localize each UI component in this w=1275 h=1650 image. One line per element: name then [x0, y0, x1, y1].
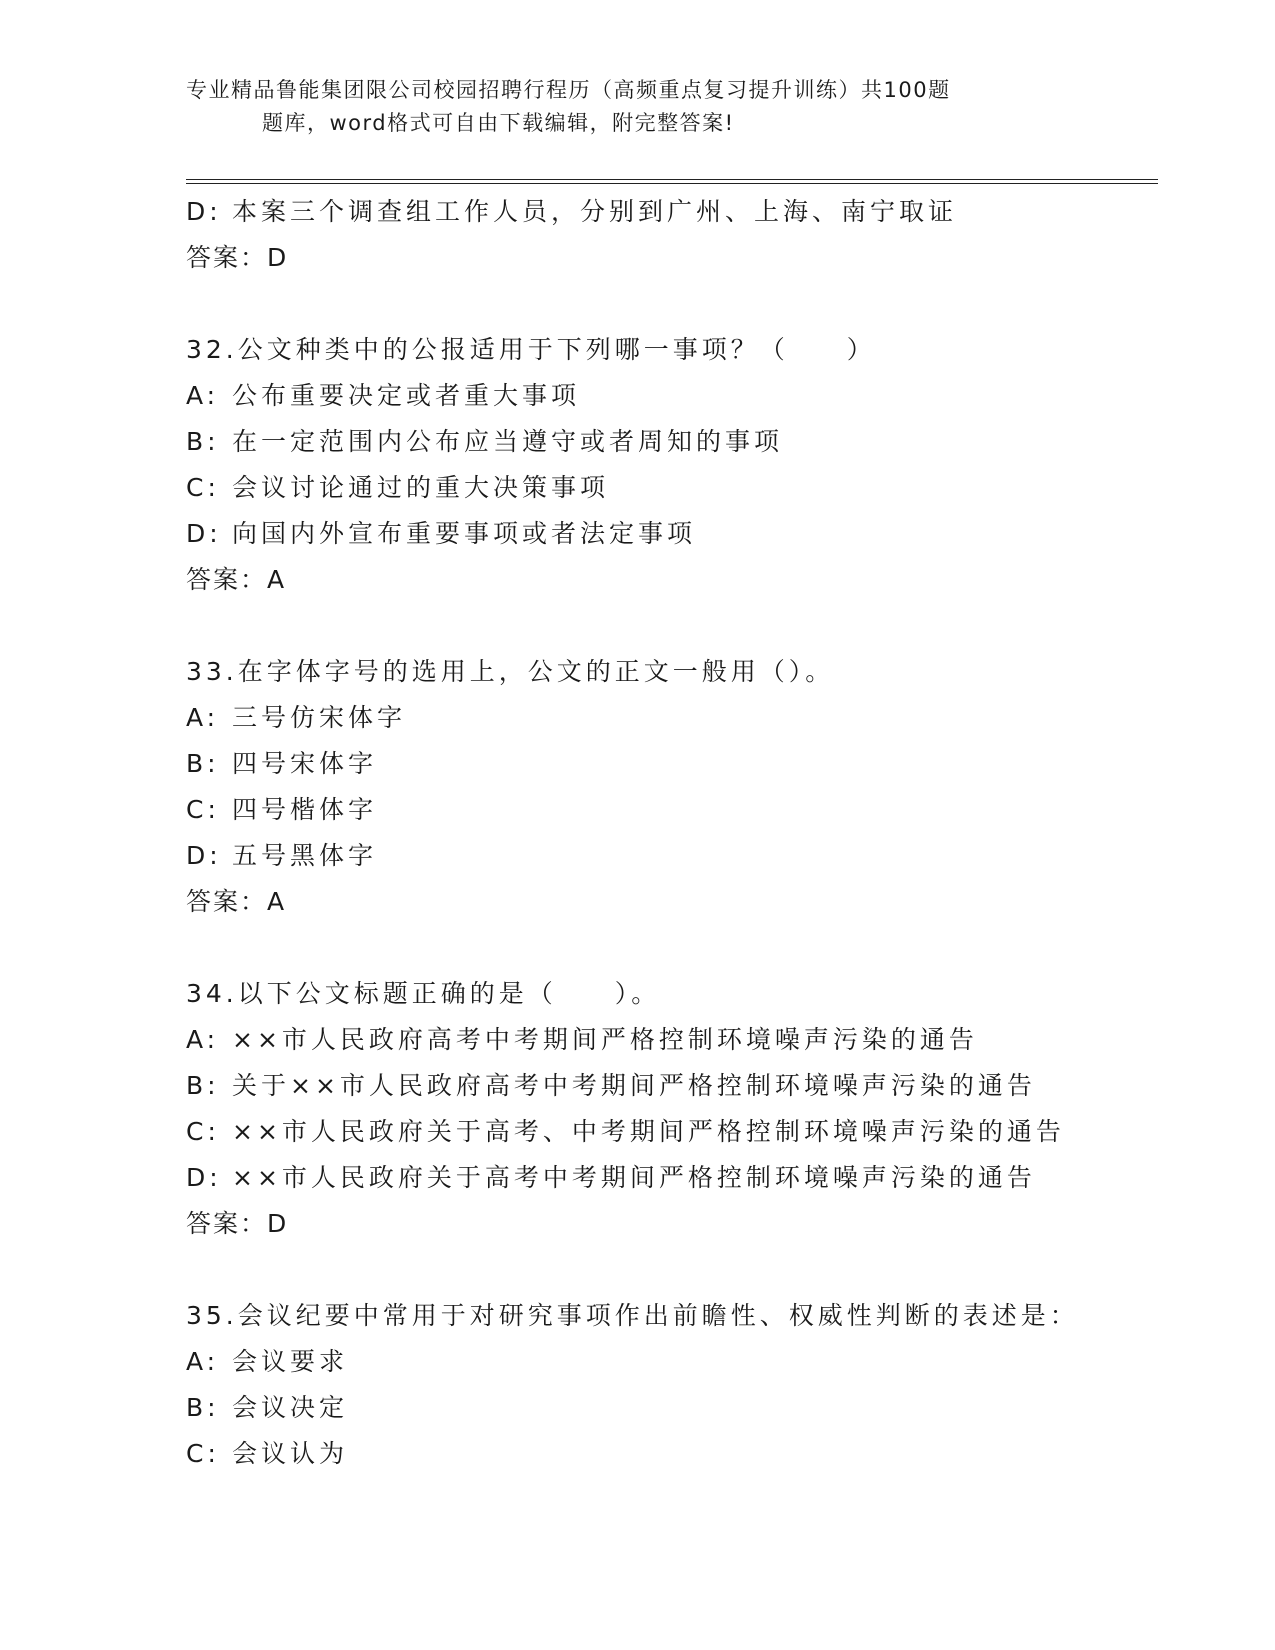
option-text: ××市人民政府高考中考期间严格控制环境噪声污染的通告	[232, 1025, 978, 1054]
document-header	[186, 74, 1046, 140]
option-text: 向国内外宣布重要事项或者法定事项	[232, 519, 697, 548]
answer-line: 答案：D	[186, 1209, 289, 1238]
option-text: 本案三个调查组工作人员，分别到广州、上海、南宁取证	[232, 197, 958, 226]
question-stem: 35.会议纪要中常用于对研究事项作出前瞻性、权威性判断的表述是：	[186, 1301, 1079, 1330]
option-line	[186, 1017, 1166, 1063]
option-line	[186, 741, 1166, 787]
spacer	[186, 1247, 1166, 1293]
option-text: 公布重要决定或者重大事项	[232, 381, 581, 410]
option-key: B:	[186, 1071, 220, 1100]
option-line	[186, 833, 1166, 879]
option-key: A:	[186, 1025, 220, 1054]
spacer	[186, 925, 1166, 971]
answer-line: 答案：A	[186, 887, 287, 916]
option-text: 在一定范围内公布应当遵守或者周知的事项	[232, 427, 784, 456]
question-stem: 32.公文种类中的公报适用于下列哪一事项？（ ）	[186, 335, 876, 364]
option-line	[186, 787, 1166, 833]
option-key: A:	[186, 703, 220, 732]
option-text: 会议讨论通过的重大决策事项	[232, 473, 610, 502]
option-key: C:	[186, 473, 220, 502]
option-key: B:	[186, 1393, 220, 1422]
option-text: 关于××市人民政府高考中考期间严格控制环境噪声污染的通告	[232, 1071, 1036, 1100]
question-stem: 34.以下公文标题正确的是（ ）。	[186, 979, 661, 1008]
option-text: 会议决定	[232, 1393, 349, 1422]
option-key: C:	[186, 1439, 220, 1468]
option-key: D:	[186, 197, 222, 226]
option-line	[186, 1155, 1166, 1201]
spacer	[186, 603, 1166, 649]
header-title-line-1: 专业精品鲁能集团限公司校园招聘行程历（高频重点复习提升训练）共100题	[186, 78, 951, 102]
option-line	[186, 511, 1166, 557]
option-key: D:	[186, 1163, 222, 1192]
option-line	[186, 695, 1166, 741]
question-list	[186, 189, 1166, 1477]
option-line	[186, 1385, 1166, 1431]
option-key: B:	[186, 427, 220, 456]
option-line	[186, 373, 1166, 419]
option-line	[186, 189, 1166, 235]
option-text: 会议要求	[232, 1347, 349, 1376]
option-line	[186, 1109, 1166, 1155]
option-key: A:	[186, 1347, 220, 1376]
option-line	[186, 1339, 1166, 1385]
option-line	[186, 419, 1166, 465]
header-title-line-2: 题库，word格式可自由下载编辑，附完整答案!	[262, 111, 735, 135]
option-text: ××市人民政府关于高考中考期间严格控制环境噪声污染的通告	[232, 1163, 1036, 1192]
option-key: C:	[186, 795, 220, 824]
option-key: A:	[186, 381, 220, 410]
option-text: 三号仿宋体字	[232, 703, 407, 732]
option-text: ××市人民政府关于高考、中考期间严格控制环境噪声污染的通告	[232, 1117, 1065, 1146]
option-line	[186, 465, 1166, 511]
option-key: D:	[186, 519, 222, 548]
option-text: 会议认为	[232, 1439, 349, 1468]
option-key: C:	[186, 1117, 220, 1146]
spacer	[186, 281, 1166, 327]
option-text: 四号楷体字	[232, 795, 378, 824]
option-line	[186, 1063, 1166, 1109]
option-line	[186, 1431, 1166, 1477]
question-stem: 33.在字体字号的选用上，公文的正文一般用（）。	[186, 657, 835, 686]
option-text: 四号宋体字	[232, 749, 378, 778]
answer-line: 答案：D	[186, 243, 289, 272]
option-key: B:	[186, 749, 220, 778]
option-text: 五号黑体字	[232, 841, 378, 870]
header-divider-bottom	[186, 183, 1158, 184]
header-divider-top	[186, 179, 1158, 180]
option-key: D:	[186, 841, 222, 870]
answer-line: 答案：A	[186, 565, 287, 594]
